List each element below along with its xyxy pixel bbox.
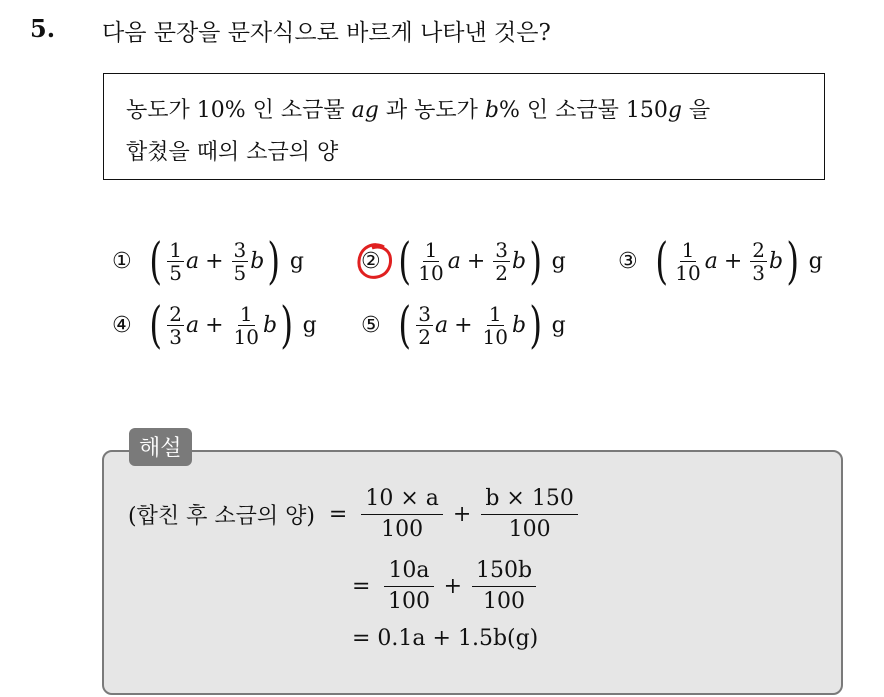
solution-line-2: = $\frac{10a}{100}$ + $\frac{150b}{100}$ xyxy=(352,556,540,617)
choice-4[interactable]: ④ ( $\frac{2}{3}$ a + $\frac{1}{10}$ b ) g xyxy=(112,296,317,354)
solution-line-1: (합친 후 소금의 양) = $\frac{10 \times a}{100}$ + $\frac{b \times 150}{100}$ xyxy=(128,484,582,545)
fraction: $\frac{3}{5}$ xyxy=(233,237,247,285)
selected-circle-icon xyxy=(354,241,396,283)
choice-mark: ③ xyxy=(618,248,638,274)
choice-2[interactable]: ② ( $\frac{1}{10}$ a + $\frac{3}{2}$ b ) g xyxy=(361,226,566,296)
fraction: $\frac{b \times 150}{100}$ xyxy=(481,484,578,545)
choice-3[interactable]: ③ ( $\frac{1}{10}$ a + $\frac{2}{3}$ b ) g xyxy=(618,232,823,290)
solution-line-3: = 0.1a + 1.5b(g) xyxy=(352,626,539,651)
fraction: $\frac{1}{10}$ xyxy=(418,237,444,285)
choice-mark: ④ xyxy=(112,312,132,338)
fraction: $\frac{3}{2}$ xyxy=(495,237,508,285)
fraction: $\frac{10a}{100}$ xyxy=(384,556,433,617)
right-paren: ) xyxy=(529,232,543,290)
right-paren: ) xyxy=(267,232,281,290)
choice-1[interactable]: ① ( $\frac{1}{5}$ a + $\frac{3}{5}$ b ) g xyxy=(112,232,304,290)
choice-mark: ① xyxy=(112,248,132,274)
left-paren: ( xyxy=(398,296,411,354)
fraction: $\frac{1}{10}$ xyxy=(233,301,259,349)
fraction: $\frac{2}{3}$ xyxy=(169,301,182,349)
condition-line-1: 농도가 10% 인 소금물 ag 과 농도가 b% 인 소금물 150g 을 xyxy=(126,98,711,123)
fraction: $\frac{10 \times a}{100}$ xyxy=(361,484,443,545)
choice-mark: ⑤ xyxy=(361,312,381,338)
condition-line-2: 합쳤을 때의 소금의 양 xyxy=(126,140,339,165)
left-paren: ( xyxy=(398,232,411,290)
problem-number: 5. xyxy=(30,14,56,43)
fraction: $\frac{1}{10}$ xyxy=(675,237,701,285)
question-text: 다음 문장을 문자식으로 바르게 나타낸 것은? xyxy=(102,20,551,46)
condition-box xyxy=(103,73,825,180)
fraction: $\frac{1}{10}$ xyxy=(482,301,508,349)
right-paren: ) xyxy=(529,296,543,354)
left-paren: ( xyxy=(149,296,162,354)
fraction: $\frac{1}{5}$ xyxy=(169,237,182,285)
fraction: $\frac{2}{3}$ xyxy=(752,237,765,285)
choice-mark: ② xyxy=(361,249,381,274)
fraction: $\frac{3}{2}$ xyxy=(418,301,431,349)
left-paren: ( xyxy=(149,232,162,290)
solution-tag: 해설 xyxy=(129,428,192,466)
fraction: $\frac{150b}{100}$ xyxy=(472,556,536,617)
choice-5[interactable]: ⑤ ( $\frac{3}{2}$ a + $\frac{1}{10}$ b ) g xyxy=(361,296,566,354)
left-paren: ( xyxy=(655,232,668,290)
right-paren: ) xyxy=(786,232,800,290)
right-paren: ) xyxy=(280,296,294,354)
